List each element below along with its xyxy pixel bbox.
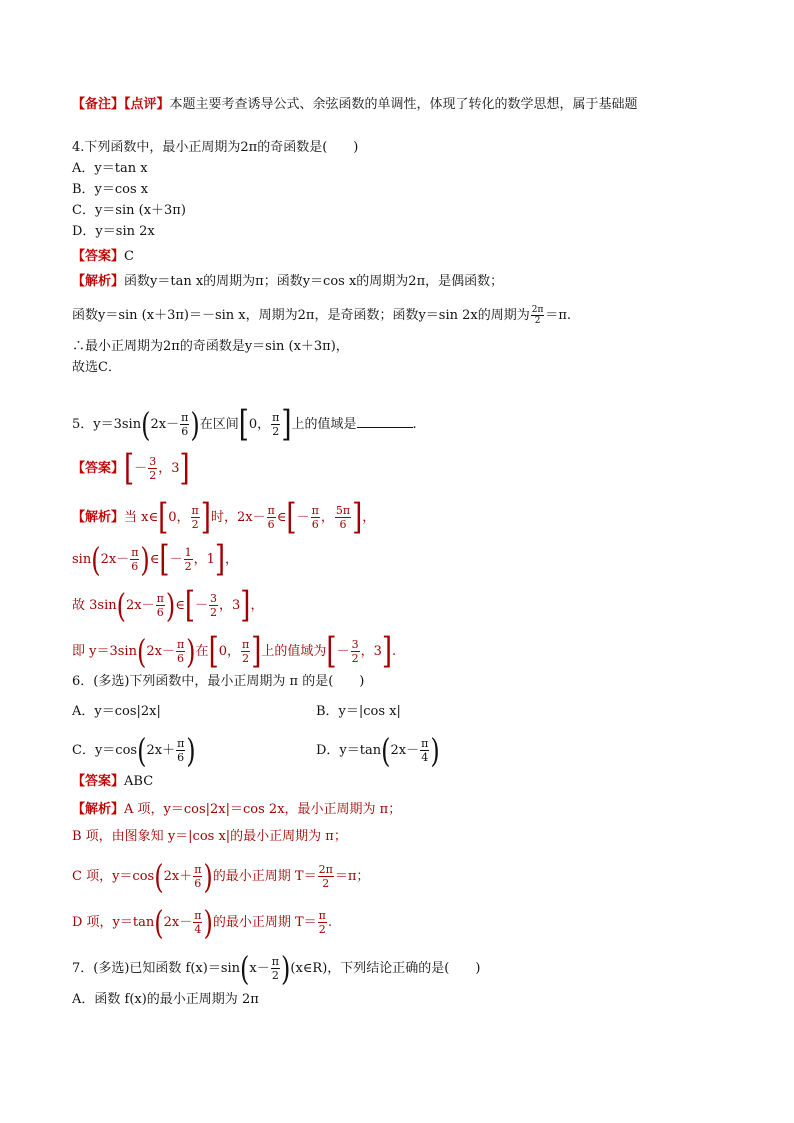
left-paren: ( [136,632,147,671]
minus-sign: － [336,644,350,659]
option-text: D．y＝tan [316,743,382,758]
numerator: π [177,737,185,750]
minus-sign: － [134,461,148,476]
denominator: 2 [242,652,250,665]
numerator: π [271,955,279,968]
minus-sign: － [296,510,310,525]
denominator: 2 [322,877,330,890]
left-paren: ( [154,903,164,942]
q4-stem: 4.下列函数中，最小正周期为2π的奇函数是( ) [72,140,359,155]
right-paren: ) [430,731,440,770]
q6-stem: 6．(多选)下列函数中，最小正周期为 π 的是( ) [72,674,365,689]
left-bracket: [ [208,631,219,672]
numerator: 3 [210,592,217,605]
fraction [241,638,250,665]
denominator: 2 [534,316,541,326]
expr: 2x－ [125,598,155,613]
q5-stem [72,404,417,445]
numerator: π [194,863,202,876]
interval-end: ，3 [219,598,241,613]
denominator: 2 [271,969,279,982]
left-paren: ( [141,405,151,444]
comma: ， [250,598,264,613]
right-bracket: ] [240,585,251,626]
q5-analysis-3 [72,585,264,626]
fraction [318,863,334,890]
answer-value: C [124,249,134,264]
denominator: 2 [318,923,326,936]
q5-analysis-1 [72,497,376,538]
left-bracket: [ [238,404,249,445]
analysis-text: sin [72,552,92,567]
analysis-text: 时，2x－ [210,510,266,525]
comma: ， [320,510,334,525]
numerator: π [176,638,185,651]
denominator: 2 [149,469,157,482]
analysis-text: 函数y＝tan x的周期为π；函数y＝cos x的周期为2π，是偶函数； [124,274,504,289]
numerator: π [181,411,189,424]
fraction [271,955,280,982]
q6-analysis-1 [72,801,401,819]
fraction [531,305,545,326]
expr: 2x－ [100,552,130,567]
denominator: 6 [177,652,185,665]
right-bracket: ] [281,404,292,445]
numerator: π [131,546,139,559]
right-bracket: ] [352,497,363,538]
stem-text: 在区间 [199,417,239,432]
denominator: 4 [194,923,202,936]
denominator: 6 [131,560,139,573]
denominator: 4 [421,751,429,764]
expr: x－ [249,961,270,976]
fraction [130,546,139,573]
analysis-text: ＝π； [334,869,370,884]
denominator: 6 [156,606,164,619]
right-paren: ) [140,540,150,579]
analysis-text: 故 3sin [72,598,117,613]
left-paren: ( [240,949,250,988]
denominator: 2 [351,652,359,665]
answer-tag: 【答案】 [72,461,125,476]
analysis-text: A 项，y＝cos|2x|＝cos 2x，最小正周期为 π； [124,802,402,817]
interval-start: 0， [168,510,190,525]
stem-text: 上的值域是 [291,417,357,432]
numerator: 2π [531,305,544,315]
q6-option-b: B．y＝|cos x| [316,704,401,719]
element-of: ∈ [149,552,160,567]
expr: 2x－ [163,915,193,930]
denominator: 2 [210,606,217,619]
fraction [209,592,218,619]
analysis-text: 函数y＝sin (x＋3π)＝－sin x，周期为2π，是奇函数；函数y＝sin 2x的周期为 [72,308,530,323]
analysis-text: 当 x∈ [124,510,159,525]
note-line [72,96,638,114]
fraction [180,411,189,438]
left-paren: ( [91,540,101,579]
interval-start: 0， [248,417,271,432]
denominator: 6 [194,877,202,890]
q4-option-d: D．y＝sin 2x [72,224,155,239]
option-text: C．y＝cos [72,743,138,758]
left-bracket: [ [124,448,135,489]
denominator: 6 [181,425,189,438]
fraction [148,455,157,482]
stem-text: 5．y＝3sin [72,417,142,432]
left-paren: ( [381,731,391,770]
comma: ， [225,552,239,567]
analysis-text: 在 [195,644,209,659]
fraction [184,546,193,573]
fraction [176,737,185,764]
q5-analysis-4 [72,631,397,672]
q4-option-a: A．y＝tan x [72,161,148,176]
numerator: π [194,909,202,922]
q4-option-b: B．y＝cos x [72,182,149,197]
minus-sign: － [169,552,183,567]
q4-analysis-1 [72,273,503,291]
denominator: 6 [339,518,347,531]
right-bracket: ] [214,539,226,580]
left-bracket: [ [326,631,337,672]
numerator: π [311,504,319,517]
q4-analysis-3: ∴最小正周期为2π的奇函数是y＝sin (x＋3π)， [72,339,349,354]
left-bracket: [ [286,497,297,538]
right-paren: ) [203,857,213,896]
analysis-text: ＝π. [545,308,572,323]
fraction [271,411,280,438]
analysis-text: 的最小正周期 T＝ [212,915,317,930]
right-bracket: ] [179,448,190,489]
right-paren: ) [190,405,200,444]
analysis-tag: 【解析】 [72,510,125,525]
denominator: 2 [272,425,280,438]
left-bracket: [ [159,539,170,580]
left-paren: ( [137,731,147,770]
minus-sign: － [194,598,208,613]
q5-answer [72,448,190,489]
numerator: π [191,504,199,517]
numerator: π [421,737,429,750]
fraction [176,638,185,665]
fraction [156,592,165,619]
interval-end: ，3 [360,644,382,659]
fraction [318,909,327,936]
analysis-tag: 【解析】 [72,274,125,289]
right-paren: ) [281,949,291,988]
element-of: ∈ [175,598,185,613]
fraction [311,504,320,531]
numerator: 5π [335,504,351,517]
right-paren: ) [186,731,196,770]
q6-analysis-2: B 项，由图象知 y＝|cos x|的最小正周期为 π； [72,829,347,844]
stem-text: 7．(多选)已知函数 f(x)＝sin [72,961,241,976]
fraction [420,737,429,764]
q4-option-c: C．y＝sin (x＋3π) [72,203,186,218]
fraction [193,863,202,890]
period: . [392,644,397,659]
interval-end: ，1 [193,552,215,567]
q6-answer [72,773,153,791]
expr: 2x－ [390,743,420,758]
fraction [351,638,360,665]
numerator: 3 [351,638,359,651]
period: . [412,417,417,432]
answer-tag: 【答案】 [72,774,125,789]
fraction [335,504,351,531]
left-paren: ( [116,586,126,625]
analysis-text: C 项，y＝cos [72,869,155,884]
numerator: 3 [149,455,157,468]
right-paren: ) [165,586,176,625]
expr: 2x－ [150,417,180,432]
stem-text: (x∈R)，下列结论正确的是( ) [290,961,481,976]
q6-option-d [316,731,440,770]
numerator: π [267,504,275,517]
q6-analysis-3 [72,857,370,896]
analysis-tag: 【解析】 [72,802,125,817]
left-bracket: [ [184,585,195,626]
expr: 2x－ [146,644,175,659]
left-paren: ( [154,857,164,896]
comment-tag: 【点评】 [124,97,170,112]
fraction [193,909,202,936]
denominator: 2 [191,518,199,531]
q4-answer [72,248,134,266]
analysis-text: 即 y＝3sin [72,644,137,659]
right-bracket: ] [251,631,262,672]
denominator: 2 [184,560,192,573]
interval-end: ，3 [158,461,180,476]
answer-value: ABC [124,774,154,789]
numerator: π [242,638,250,651]
expr: 2x＋ [146,743,176,758]
q4-analysis-4: 故选C． [72,360,121,375]
right-bracket: ] [381,631,393,672]
answer-blank [357,415,413,428]
numerator: 2π [318,863,333,876]
q6-option-c [72,731,196,770]
comma: ， [362,510,376,525]
numerator: 1 [184,546,192,559]
analysis-text: 的最小正周期 T＝ [212,869,317,884]
answer-tag: 【答案】 [72,249,125,264]
numerator: π [318,909,326,922]
right-paren: ) [186,632,196,671]
note-tag: 【备注】 [72,97,125,112]
q4-analysis-2 [72,305,571,326]
expr: 2x＋ [163,869,193,884]
right-bracket: ] [200,497,211,538]
q6-analysis-4 [72,903,333,942]
fraction [191,504,200,531]
numerator: π [272,411,280,424]
analysis-text: 上的值域为 [261,644,327,659]
note-text: 本题主要考查诱导公式、余弦函数的单调性，体现了转化的数学思想，属于基础题 [169,97,638,112]
period: . [327,915,333,930]
q7-stem [72,949,481,988]
denominator: 6 [177,751,185,764]
denominator: 6 [311,518,319,531]
right-paren: ) [203,903,213,942]
q7-option-a: A．函数 f(x)的最小正周期为 2π [72,992,259,1007]
denominator: 6 [267,518,275,531]
element-of: ∈ [276,510,287,525]
numerator: π [156,592,164,605]
q6-option-a: A．y＝cos|2x| [72,704,161,719]
analysis-text: D 项，y＝tan [72,915,155,930]
q5-analysis-2 [72,539,239,580]
interval-start: 0， [218,644,240,659]
left-bracket: [ [158,497,169,538]
fraction [267,504,276,531]
